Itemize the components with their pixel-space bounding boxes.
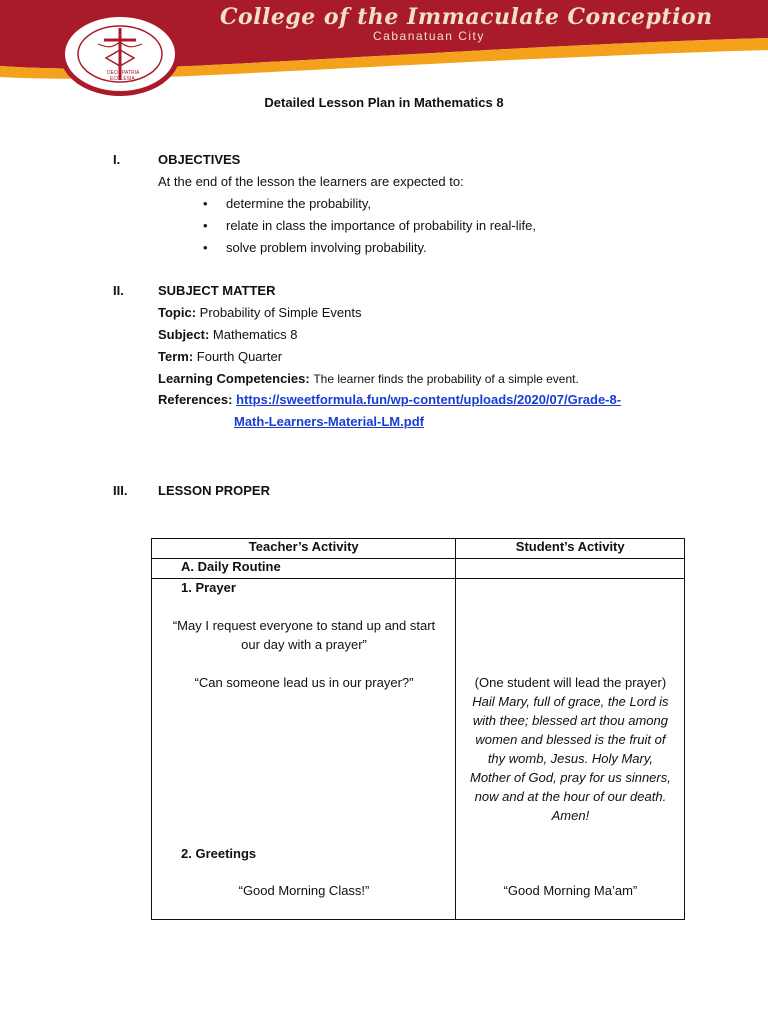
greetings-heading: 2. Greetings: [181, 846, 257, 861]
bullet-icon: •: [203, 196, 208, 211]
bullet-icon: •: [203, 218, 208, 233]
student-lead-note: (One student will lead the prayer): [474, 675, 667, 690]
prayer-text-line: Hail Mary, full of grace, the Lord is: [472, 694, 669, 709]
daily-routine-heading: A. Daily Routine: [152, 559, 456, 579]
prayer-text-line: Amen!: [551, 808, 590, 823]
references-link[interactable]: https://sweetformula.fun/wp-content/uploads/2020/07/Grade-8-: [236, 392, 622, 407]
svg-text:DEO: DEO: [107, 70, 118, 76]
references-link-continued[interactable]: Math-Learners-Material-LM.pdf: [234, 414, 424, 429]
competencies-value: The learner finds the probability of a simple event.: [313, 372, 579, 386]
subject-label: Subject:: [158, 327, 210, 342]
objective-item: relate in class the importance of probability in real-life,: [226, 218, 536, 233]
section-1-heading: OBJECTIVES: [158, 152, 241, 167]
references-line-2: [234, 414, 424, 429]
header-teacher-activity: Teacher’s Activity: [152, 539, 456, 559]
teacher-greeting: “Good Morning Class!”: [238, 883, 370, 898]
college-seal-logo: [58, 8, 182, 96]
section-1-numeral: I.: [113, 152, 121, 167]
prayer-heading: 1. Prayer: [181, 580, 236, 595]
subject-line: [158, 327, 297, 342]
teacher-request-line-1: “May I request everyone to stand up and start: [172, 618, 436, 633]
section-3-heading: LESSON PROPER: [158, 483, 270, 498]
prayer-text-line: thy womb, Jesus. Holy Mary,: [487, 751, 654, 766]
topic-label: Topic:: [158, 305, 197, 320]
empty-cell: [456, 559, 685, 579]
references-line: [158, 392, 621, 407]
prayer-text-line: Mother of God, pray for us sinners,: [469, 770, 671, 785]
student-greeting: “Good Morning Ma’am”: [503, 883, 638, 898]
header-student-activity: Student’s Activity: [456, 539, 685, 559]
competencies-line: [158, 371, 579, 386]
svg-text:ECCLESIA: ECCLESIA: [110, 76, 135, 82]
lesson-activity-table: [151, 538, 685, 920]
competencies-label: Learning Competencies:: [158, 371, 310, 386]
objectives-intro: At the end of the lesson the learners are expected to:: [158, 174, 464, 189]
college-name: College of the Immaculate Conception: [220, 4, 713, 30]
college-city: Cabanatuan City: [373, 29, 485, 43]
objective-item: determine the probability,: [226, 196, 372, 211]
prayer-text-line: women and blessed is the fruit of: [475, 732, 666, 747]
teacher-prayer-question: “Can someone lead us in our prayer?”: [194, 675, 414, 690]
section-2-heading: SUBJECT MATTER: [158, 283, 276, 298]
bullet-icon: •: [203, 240, 208, 255]
objective-item: solve problem involving probability.: [226, 240, 427, 255]
svg-text:PATRIA: PATRIA: [122, 70, 140, 76]
term-label: Term:: [158, 349, 194, 364]
teacher-request-line-2: our day with a prayer”: [241, 637, 367, 652]
section-3-numeral: III.: [113, 483, 128, 498]
prayer-text-line: with thee; blessed art thou among: [472, 713, 668, 728]
subject-value: Mathematics 8: [212, 327, 298, 342]
section-2-numeral: II.: [113, 283, 124, 298]
topic-value: Probability of Simple Events: [199, 305, 362, 320]
topic-line: [158, 305, 362, 320]
prayer-text-line: now and at the hour of our death.: [474, 789, 667, 804]
teacher-activity-cell: [152, 579, 456, 920]
term-value: Fourth Quarter: [196, 349, 283, 364]
document-title: Detailed Lesson Plan in Mathematics 8: [264, 95, 504, 110]
student-activity-cell: [456, 579, 685, 920]
term-line: [158, 349, 282, 364]
references-label: References:: [158, 392, 233, 407]
